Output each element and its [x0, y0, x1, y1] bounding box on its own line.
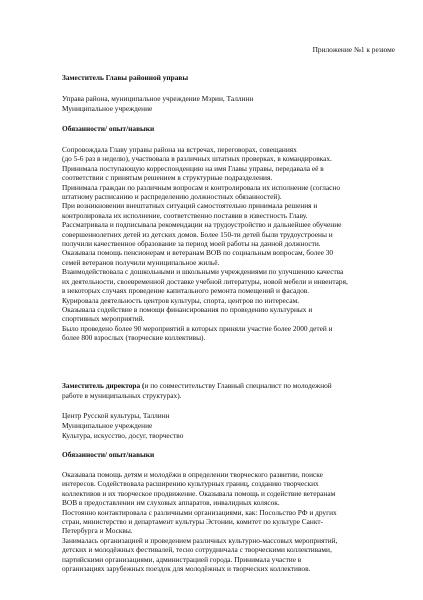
text-line: ВОВ в предоставлении им слуховых аппаратов, инвалидных колясок. [62, 498, 280, 508]
job2-title [62, 381, 332, 390]
job1-org: Управа района, муниципальное учреждение Мэрии, Таллинн [62, 94, 254, 103]
job2-org: Центр Русской культуры, Таллинн [62, 411, 170, 420]
job1-org-type: Муниципальное учреждение [62, 104, 153, 113]
text-line: совершеннолетних детей из детских домов. Более 150-ти детей были трудоустроены и [62, 229, 333, 239]
job2-title-rest: и по совместительству Главный специалист по молодежной [144, 381, 332, 390]
job2-title-continuation: работе в муниципальных структурах). [62, 391, 182, 400]
text-line: (до 5-6 раз в неделю), участвовала в различных штатных проверках, в командировках. [62, 154, 332, 164]
text-line: Взаимодействовала с дошкольными и школьными учреждениями по улучшению качества [62, 267, 344, 277]
text-line: коллективов и их творческое продвижение. Оказывала помощь и содействие ветеранам [62, 488, 336, 498]
text-line: организациях зарубежных поездок для молодёжных и творческих коллективов. [62, 564, 311, 574]
text-line: Оказывала содействие в помощи финансирования по проведению культурных и [62, 304, 313, 314]
text-line: семей ветеранов получили муниципальное жильё. [62, 257, 220, 267]
text-line: штатному расписанию и распределению должностных обязанностей). [62, 192, 282, 202]
text-line: Оказывала помощь пенсионерам и ветеранам ВОВ по социальным вопросам, более 30 [62, 248, 334, 258]
text-line: в некоторых случаях проведение капитального ремонта помещений и фасадов. [62, 286, 310, 296]
text-line: детских и молодёжных фестивалей, тесно сотрудничала с творческими коллективами, [62, 545, 332, 555]
text-line: соответствии с принятым решением в структурные подразделения. [62, 173, 273, 183]
text-line: стран, министерство и департамент культуры Эстонии, комитет по культуре Санкт- [62, 517, 323, 527]
text-line: партийскими организациями, администрацией города. Принимала участие в [62, 554, 302, 564]
job1-title: Заместитель Главы районной управы [62, 73, 189, 82]
job2-field: Культура, искусство, досуг, творчество [62, 431, 184, 440]
text-line: Принимала граждан по различным вопросам и контролировала их исполнение (согласно [62, 182, 341, 192]
text-line: Постоянно контактировала с различными организациями, как: Посольство РФ и других [62, 507, 337, 517]
text-line: спортивных мероприятий. [62, 314, 145, 324]
job2-title-bold: Заместитель директора ( [62, 381, 145, 390]
job2-org-type: Муниципальное учреждение [62, 421, 153, 430]
job1-duties-heading: Обязанности/ опыт/навыки [62, 124, 155, 133]
job2-duties-heading: Обязанности/ опыт/навыки [62, 450, 155, 459]
text-line: Сопровождала Главу управы района на встречах, переговорах, совещаниях [62, 145, 297, 154]
text-line: получили качественное образование за период моей работы на данной должности. [62, 239, 321, 249]
text-line: При возникновении внештатных ситуаций самостоятельно принимала решения и [62, 201, 318, 211]
text-line: их деятельности, своевременной доставке учебной литературы, новой мебели и инвентаря, [62, 276, 348, 286]
text-line: Курировала деятельность центров культуры, спорта, центров по интересам. [62, 295, 300, 305]
text-line: Оказывала помощь детям и молодёжи в определении творческого развитии, поиске [62, 470, 323, 479]
text-line: Занималась организацией и проведением различных культурно-массовых мероприятий, [62, 535, 338, 545]
text-line: Принимала поступающую корреспонденцию на имя Главы управы, передавала её в [62, 163, 324, 173]
job1-duties-text [62, 145, 348, 343]
text-line: Было проведено более 90 мероприятий в которых приняли участие более 2000 детей и [62, 323, 333, 333]
text-line: Рассматривала и подписывала рекомендации на трудоустройство и дальнейшее обучение [62, 220, 342, 230]
text-line: интересов. Содействовала расширению культурных границ, созданию творческих [62, 479, 319, 489]
appendix-label: Приложение №1 к резюме [312, 45, 395, 54]
text-line: контролировала их исполнение, соответственно поставив в известность Главу. [62, 210, 308, 220]
job2-duties-text [62, 470, 337, 573]
text-line: более 800 взрослых (творческие коллективы). [62, 333, 206, 343]
text-line: Петербурга и Москвы. [62, 526, 133, 536]
